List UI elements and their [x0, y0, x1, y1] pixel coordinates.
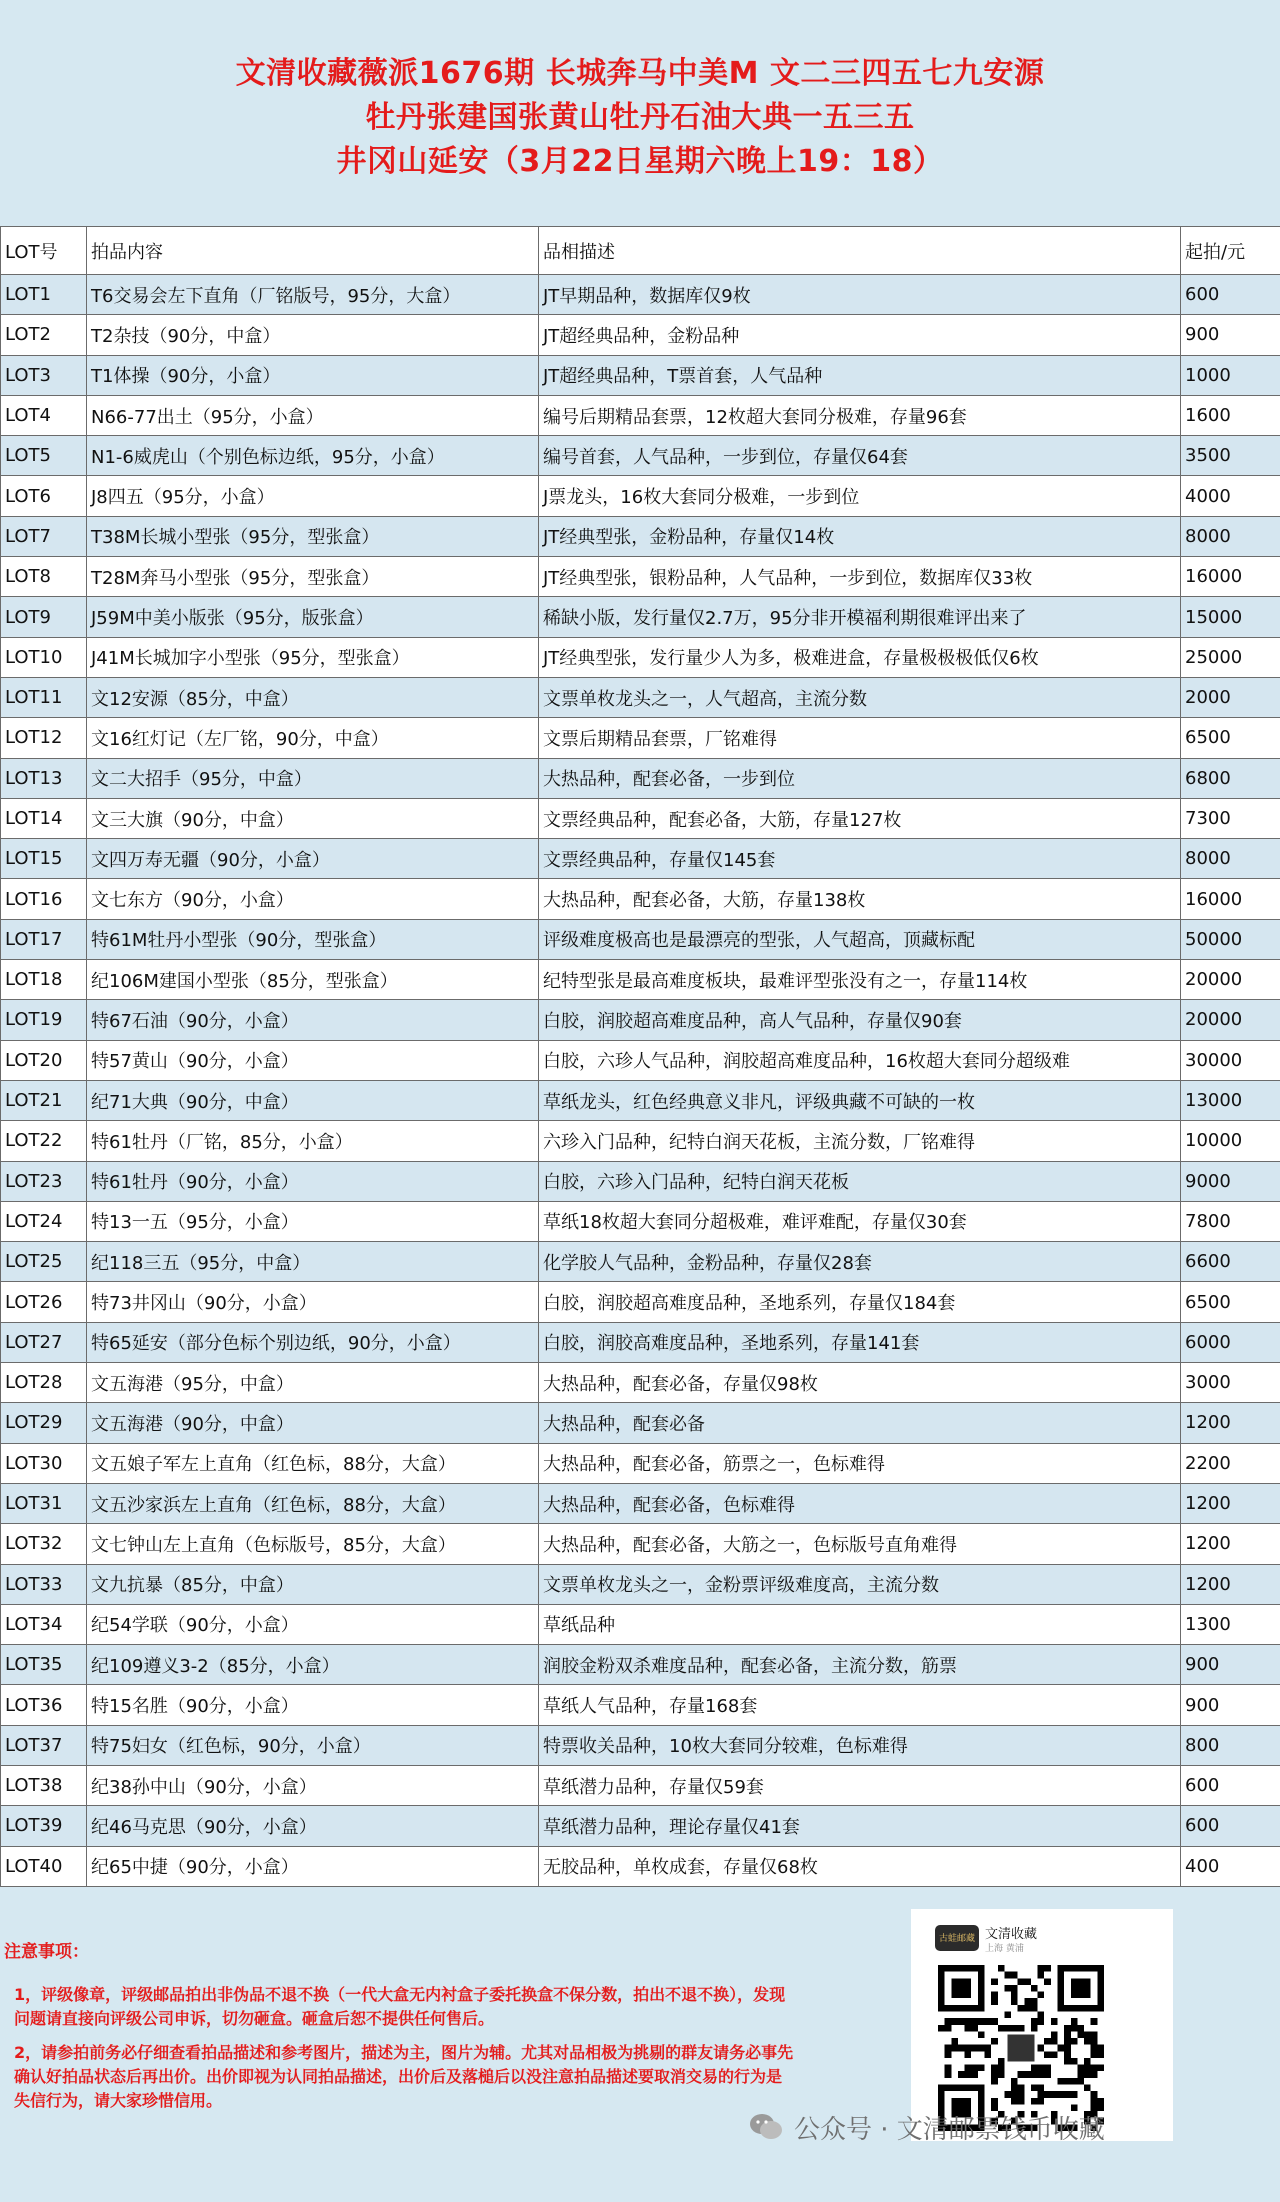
cell-lot-number: LOT29 [1, 1403, 87, 1443]
cell-start-price: 8000 [1181, 839, 1280, 879]
cell-item-content: 纪38孙中山（90分，小盒） [87, 1765, 539, 1805]
cell-start-price: 1200 [1181, 1483, 1280, 1523]
cell-condition: 稀缺小版，发行量仅2.7万，95分非开模福利期很难评出来了 [539, 597, 1181, 637]
cell-start-price: 25000 [1181, 637, 1280, 677]
cell-condition: 大热品种，配套必备 [539, 1403, 1181, 1443]
cell-start-price: 50000 [1181, 919, 1280, 959]
qr-code-icon[interactable] [938, 1965, 1104, 2131]
cell-lot-number: LOT3 [1, 355, 87, 395]
cell-condition: 化学胶人气品种，金粉品种，存量仅28套 [539, 1242, 1181, 1282]
cell-lot-number: LOT18 [1, 960, 87, 1000]
cell-lot-number: LOT8 [1, 557, 87, 597]
cell-start-price: 2000 [1181, 677, 1280, 717]
cell-item-content: 文九抗暴（85分，中盒） [87, 1564, 539, 1604]
cell-start-price: 20000 [1181, 960, 1280, 1000]
cell-start-price: 1200 [1181, 1564, 1280, 1604]
cell-lot-number: LOT13 [1, 758, 87, 798]
table-row [1, 1000, 1280, 1040]
cell-item-content: J59M中美小版张（95分，版张盒） [87, 597, 539, 637]
table-row [1, 355, 1280, 395]
cell-start-price: 400 [1181, 1846, 1280, 1886]
table-row [1, 758, 1280, 798]
cell-item-content: 文四万寿无疆（90分，小盒） [87, 839, 539, 879]
table-row [1, 275, 1280, 315]
table-row [1, 476, 1280, 516]
cell-start-price: 7300 [1181, 798, 1280, 838]
table-row [1, 1363, 1280, 1403]
cell-lot-number: LOT37 [1, 1725, 87, 1765]
cell-start-price: 20000 [1181, 1000, 1280, 1040]
lot-table-body [1, 275, 1280, 1887]
cell-item-content: 文七东方（90分，小盒） [87, 879, 539, 919]
table-row [1, 1443, 1280, 1483]
cell-lot-number: LOT26 [1, 1282, 87, 1322]
table-row [1, 637, 1280, 677]
cell-lot-number: LOT19 [1, 1000, 87, 1040]
header-start-price: 起拍/元 [1181, 227, 1280, 275]
cell-start-price: 6800 [1181, 758, 1280, 798]
cell-item-content: 特73井冈山（90分，小盒） [87, 1282, 539, 1322]
cell-start-price: 4000 [1181, 476, 1280, 516]
cell-lot-number: LOT17 [1, 919, 87, 959]
cell-condition: 大热品种，配套必备，存量仅98枚 [539, 1363, 1181, 1403]
table-row [1, 1322, 1280, 1362]
cell-item-content: J8四五（95分，小盒） [87, 476, 539, 516]
cell-condition: JT超经典品种，金粉品种 [539, 315, 1181, 355]
cell-lot-number: LOT6 [1, 476, 87, 516]
cell-lot-number: LOT31 [1, 1483, 87, 1523]
cell-start-price: 1000 [1181, 355, 1280, 395]
cell-start-price: 8000 [1181, 516, 1280, 556]
note-1: 1，评级像章，评级邮品拍出非伪品不退不换（一代大盒无内衬盒子委托换盒不保分数，拍出不退不换），发现问题请直接向评级公司申诉，切勿砸盒。砸盒后恕不提供任何售后。 [14, 1984, 786, 2028]
cell-item-content: 文12安源（85分，中盒） [87, 677, 539, 717]
cell-lot-number: LOT27 [1, 1322, 87, 1362]
table-row [1, 798, 1280, 838]
cell-lot-number: LOT33 [1, 1564, 87, 1604]
cell-condition: 文票单枚龙头之一，人气超高，主流分数 [539, 677, 1181, 717]
cell-condition: 润胶金粉双杀难度品种，配套必备，主流分数，筋票 [539, 1645, 1181, 1685]
header-item-content: 拍品内容 [87, 227, 539, 275]
cell-item-content: 特67石油（90分，小盒） [87, 1000, 539, 1040]
cell-condition: 草纸品种 [539, 1604, 1181, 1644]
cell-start-price: 7800 [1181, 1201, 1280, 1241]
cell-item-content: 特61M牡丹小型张（90分，型张盒） [87, 919, 539, 959]
cell-lot-number: LOT24 [1, 1201, 87, 1241]
cell-condition: 文票单枚龙头之一，金粉票评级难度高，主流分数 [539, 1564, 1181, 1604]
cell-item-content: 文三大旗（90分，中盒） [87, 798, 539, 838]
cell-lot-number: LOT4 [1, 395, 87, 435]
cell-lot-number: LOT23 [1, 1161, 87, 1201]
table-row [1, 1161, 1280, 1201]
cell-condition: 草纸潜力品种，理论存量仅41套 [539, 1806, 1181, 1846]
table-row [1, 557, 1280, 597]
table-row [1, 879, 1280, 919]
cell-condition: 评级难度极高也是最漂亮的型张，人气超高，顶藏标配 [539, 919, 1181, 959]
cell-item-content: 特15名胜（90分，小盒） [87, 1685, 539, 1725]
table-row [1, 1685, 1280, 1725]
cell-start-price: 6500 [1181, 1282, 1280, 1322]
cell-start-price: 900 [1181, 1685, 1280, 1725]
avatar: 古蛙邮藏 [935, 1925, 979, 1951]
header-lot-number: LOT号 [1, 227, 87, 275]
cell-lot-number: LOT39 [1, 1806, 87, 1846]
cell-start-price: 13000 [1181, 1080, 1280, 1120]
title-line-1: 文清收藏薇派1676期 长城奔马中美M 文二三四五七九安源 [235, 56, 1045, 91]
cell-item-content: 文五娘子军左上直角（红色标，88分，大盒） [87, 1443, 539, 1483]
cell-condition: 大热品种，配套必备，大筋之一，色标版号直角难得 [539, 1524, 1181, 1564]
qr-location: 上海 黄浦 [985, 1943, 1024, 1954]
note-2: 2，请参拍前务必仔细查看拍品描述和参考图片，描述为主，图片为辅。尤其对品相极为挑剔的群友请务必事先确认好拍品状态后再出价。出价即视为认同拍品描述，出价后及落槌后以没注意拍品描述要取消交易的行为是失信行为，请大家珍惜信用。 [14, 2042, 794, 2110]
cell-condition: 无胶品种，单枚成套，存量仅68枚 [539, 1846, 1181, 1886]
cell-condition: 草纸人气品种，存量168套 [539, 1685, 1181, 1725]
cell-start-price: 1300 [1181, 1604, 1280, 1644]
cell-start-price: 6600 [1181, 1242, 1280, 1282]
cell-start-price: 10000 [1181, 1121, 1280, 1161]
cell-condition: 编号首套，人气品种，一步到位，存量仅64套 [539, 436, 1181, 476]
cell-condition: 白胶，润胶高难度品种，圣地系列，存量141套 [539, 1322, 1181, 1362]
cell-item-content: 文七钟山左上直角（色标版号，85分，大盒） [87, 1524, 539, 1564]
cell-condition: 白胶，六珍人气品种，润胶超高难度品种，16枚超大套同分超级难 [539, 1040, 1181, 1080]
cell-condition: 白胶，润胶超高难度品种，圣地系列，存量仅184套 [539, 1282, 1181, 1322]
cell-item-content: J41M长城加字小型张（95分，型张盒） [87, 637, 539, 677]
table-row [1, 919, 1280, 959]
cell-start-price: 1200 [1181, 1524, 1280, 1564]
table-row [1, 315, 1280, 355]
cell-lot-number: LOT20 [1, 1040, 87, 1080]
qr-account-name: 文清收藏 [985, 1926, 1038, 1942]
cell-item-content: 特61牡丹（厂铭，85分，小盒） [87, 1121, 539, 1161]
cell-condition: 六珍入门品种，纪特白润天花板，主流分数，厂铭难得 [539, 1121, 1181, 1161]
cell-lot-number: LOT38 [1, 1765, 87, 1805]
cell-condition: 大热品种，配套必备，筋票之一，色标难得 [539, 1443, 1181, 1483]
cell-condition: 白胶，润胶超高难度品种，高人气品种，存量仅90套 [539, 1000, 1181, 1040]
cell-lot-number: LOT11 [1, 677, 87, 717]
cell-start-price: 1600 [1181, 395, 1280, 435]
cell-lot-number: LOT34 [1, 1604, 87, 1644]
table-header-row [1, 227, 1280, 275]
table-row [1, 436, 1280, 476]
cell-start-price: 3500 [1181, 436, 1280, 476]
table-row [1, 1282, 1280, 1322]
cell-item-content: N66-77出土（95分，小盒） [87, 395, 539, 435]
cell-lot-number: LOT1 [1, 275, 87, 315]
cell-lot-number: LOT9 [1, 597, 87, 637]
cell-item-content: 特57黄山（90分，小盒） [87, 1040, 539, 1080]
cell-start-price: 2200 [1181, 1443, 1280, 1483]
cell-condition: 白胶，六珍入门品种，纪特白润天花板 [539, 1161, 1181, 1201]
cell-item-content: 特61牡丹（90分，小盒） [87, 1161, 539, 1201]
table-row [1, 1403, 1280, 1443]
cell-start-price: 600 [1181, 275, 1280, 315]
cell-start-price: 6000 [1181, 1322, 1280, 1362]
cell-start-price: 800 [1181, 1725, 1280, 1765]
cell-lot-number: LOT5 [1, 436, 87, 476]
cell-item-content: T1体操（90分，小盒） [87, 355, 539, 395]
cell-condition: 纪特型张是最高难度板块，最难评型张没有之一，存量114枚 [539, 960, 1181, 1000]
cell-lot-number: LOT30 [1, 1443, 87, 1483]
cell-item-content: 特75妇女（红色标，90分，小盒） [87, 1725, 539, 1765]
cell-condition: 文票经典品种，存量仅145套 [539, 839, 1181, 879]
title-line-2: 牡丹张建国张黄山牡丹石油大典一五三五 [365, 100, 915, 135]
cell-lot-number: LOT32 [1, 1524, 87, 1564]
cell-lot-number: LOT14 [1, 798, 87, 838]
table-row [1, 1846, 1280, 1886]
cell-item-content: 文16红灯记（左厂铭，90分，中盒） [87, 718, 539, 758]
cell-item-content: 文五沙家浜左上直角（红色标，88分，大盒） [87, 1483, 539, 1523]
cell-lot-number: LOT22 [1, 1121, 87, 1161]
cell-condition: JT经典型张，银粉品种，人气品种，一步到位，数据库仅33枚 [539, 557, 1181, 597]
cell-lot-number: LOT7 [1, 516, 87, 556]
cell-lot-number: LOT35 [1, 1645, 87, 1685]
title-line-3: 井冈山延安（3月22日星期六晚上19：18） [336, 144, 944, 179]
table-row [1, 677, 1280, 717]
cell-lot-number: LOT10 [1, 637, 87, 677]
cell-item-content: 纪46马克思（90分，小盒） [87, 1806, 539, 1846]
cell-lot-number: LOT25 [1, 1242, 87, 1282]
cell-item-content: 纪106M建国小型张（85分，型张盒） [87, 960, 539, 1000]
cell-lot-number: LOT28 [1, 1363, 87, 1403]
cell-start-price: 600 [1181, 1765, 1280, 1805]
cell-start-price: 9000 [1181, 1161, 1280, 1201]
cell-lot-number: LOT2 [1, 315, 87, 355]
cell-condition: JT超经典品种，T票首套，人气品种 [539, 355, 1181, 395]
cell-lot-number: LOT16 [1, 879, 87, 919]
cell-item-content: T38M长城小型张（95分，型张盒） [87, 516, 539, 556]
cell-start-price: 600 [1181, 1806, 1280, 1846]
cell-item-content: 纪118三五（95分，中盒） [87, 1242, 539, 1282]
cell-item-content: 纪109遵义3-2（85分，小盒） [87, 1645, 539, 1685]
table-row [1, 960, 1280, 1000]
cell-start-price: 15000 [1181, 597, 1280, 637]
notes-title: 注意事项： [4, 1941, 89, 1962]
auction-header [0, 0, 1280, 226]
cell-condition: 文票经典品种，配套必备，大筋，存量127枚 [539, 798, 1181, 838]
cell-condition: JT早期品种，数据库仅9枚 [539, 275, 1181, 315]
cell-condition: 草纸龙头，红色经典意义非凡，评级典藏不可缺的一枚 [539, 1080, 1181, 1120]
cell-condition: 特票收关品种，10枚大套同分较难，色标难得 [539, 1725, 1181, 1765]
watermark [748, 2109, 1105, 2146]
cell-start-price: 3000 [1181, 1363, 1280, 1403]
cell-item-content: 文二大招手（95分，中盒） [87, 758, 539, 798]
cell-lot-number: LOT21 [1, 1080, 87, 1120]
cell-item-content: T6交易会左下直角（厂铭版号，95分，大盒） [87, 275, 539, 315]
cell-lot-number: LOT12 [1, 718, 87, 758]
cell-condition: 编号后期精品套票，12枚超大套同分极难，存量96套 [539, 395, 1181, 435]
cell-item-content: 文五海港（90分，中盒） [87, 1403, 539, 1443]
table-row [1, 1645, 1280, 1685]
footer-notes [0, 1887, 1280, 2152]
cell-item-content: T28M奔马小型张（95分，型张盒） [87, 557, 539, 597]
cell-start-price: 6500 [1181, 718, 1280, 758]
cell-condition: 文票后期精品套票，厂铭难得 [539, 718, 1181, 758]
cell-lot-number: LOT36 [1, 1685, 87, 1725]
cell-condition: 大热品种，配套必备，一步到位 [539, 758, 1181, 798]
cell-condition: 大热品种，配套必备，色标难得 [539, 1483, 1181, 1523]
table-row [1, 1242, 1280, 1282]
cell-start-price: 900 [1181, 315, 1280, 355]
cell-lot-number: LOT40 [1, 1846, 87, 1886]
table-row [1, 1080, 1280, 1120]
table-row [1, 1564, 1280, 1604]
cell-condition: JT经典型张，金粉品种，存量仅14枚 [539, 516, 1181, 556]
cell-item-content: 纪71大典（90分，中盒） [87, 1080, 539, 1120]
watermark-text: 公众号 · 文清邮票钱币收藏 [794, 2114, 1105, 2145]
table-row [1, 597, 1280, 637]
cell-condition: J票龙头，16枚大套同分极难，一步到位 [539, 476, 1181, 516]
cell-condition: JT经典型张，发行量少人为多，极难进盒，存量极极极低仅6枚 [539, 637, 1181, 677]
cell-lot-number: LOT15 [1, 839, 87, 879]
wechat-icon [748, 2112, 784, 2142]
cell-start-price: 16000 [1181, 557, 1280, 597]
cell-item-content: 特65延安（部分色标个别边纸，90分，小盒） [87, 1322, 539, 1362]
table-row [1, 1483, 1280, 1523]
table-row [1, 1725, 1280, 1765]
cell-start-price: 30000 [1181, 1040, 1280, 1080]
qr-card [911, 1909, 1173, 2141]
table-row [1, 1201, 1280, 1241]
cell-item-content: N1-6威虎山（个别色标边纸，95分，小盒） [87, 436, 539, 476]
cell-condition: 草纸潜力品种，存量仅59套 [539, 1765, 1181, 1805]
table-row [1, 395, 1280, 435]
header-condition: 品相描述 [539, 227, 1181, 275]
cell-item-content: T2杂技（90分，中盒） [87, 315, 539, 355]
table-row [1, 1765, 1280, 1805]
cell-item-content: 纪65中捷（90分，小盒） [87, 1846, 539, 1886]
table-row [1, 1121, 1280, 1161]
cell-condition: 草纸18枚超大套同分超极难，难评难配，存量仅30套 [539, 1201, 1181, 1241]
table-row [1, 1524, 1280, 1564]
table-row [1, 1604, 1280, 1644]
cell-start-price: 1200 [1181, 1403, 1280, 1443]
table-row [1, 1040, 1280, 1080]
cell-condition: 大热品种，配套必备，大筋，存量138枚 [539, 879, 1181, 919]
cell-item-content: 文五海港（95分，中盒） [87, 1363, 539, 1403]
table-row [1, 1806, 1280, 1846]
table-row [1, 516, 1280, 556]
table-row [1, 839, 1280, 879]
cell-start-price: 16000 [1181, 879, 1280, 919]
lot-table [0, 226, 1280, 1887]
cell-item-content: 纪54学联（90分，小盒） [87, 1604, 539, 1644]
cell-item-content: 特13一五（95分，小盒） [87, 1201, 539, 1241]
cell-start-price: 900 [1181, 1645, 1280, 1685]
table-row [1, 718, 1280, 758]
